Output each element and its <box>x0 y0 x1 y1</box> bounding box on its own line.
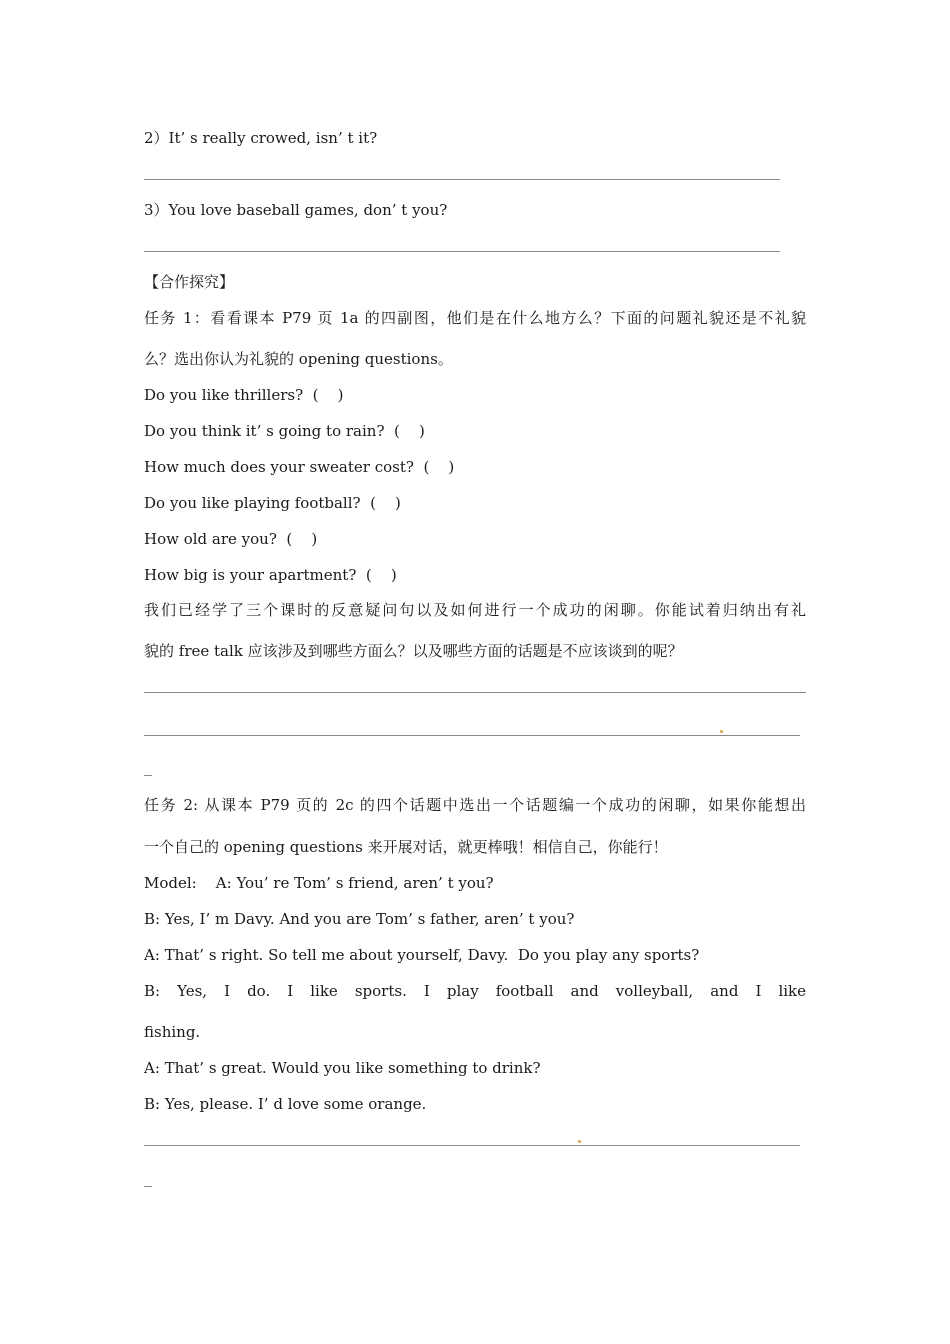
option-football: Do you like playing football? ( ) <box>144 494 401 512</box>
model-dialogue-line2: B: Yes, I’ m Davy. And you are Tom’ s father, aren’ t you? <box>144 910 575 928</box>
model-dialogue-line6: A: That’ s great. Would you like something to drink? <box>144 1059 541 1077</box>
summary-question-line2: 貌的 free talk 应该涉及到哪些方面么？以及哪些方面的话题是不应该谈到的呢？ <box>144 642 683 660</box>
model-dialogue-line7: B: Yes, please. I’ d love some orange. <box>144 1095 427 1113</box>
answer-line-summary-1[interactable] <box>144 692 806 693</box>
answer-line-dialogue-stub[interactable] <box>144 1186 152 1187</box>
section-title: 【合作探究】 <box>144 273 235 291</box>
answer-line-q2[interactable] <box>144 179 780 180</box>
answer-line-summary-2[interactable] <box>144 735 800 736</box>
task2-instruction-line2: 一个自己的 opening questions 来开展对话，就更棒哦！相信自己，你能行！ <box>144 838 668 856</box>
model-dialogue-line5: fishing. <box>144 1023 201 1041</box>
summary-question-line1: 我们已经学了三个课时的反意疑问句以及如何进行一个成功的闲聊。你能试着归纳出有礼 <box>144 601 806 619</box>
ink-dot <box>578 1140 581 1143</box>
option-age: How old are you? ( ) <box>144 530 318 548</box>
question-3: 3）You love baseball games, don’ t you? <box>144 201 448 219</box>
answer-line-summary-stub[interactable] <box>144 775 152 776</box>
answer-line-dialogue[interactable] <box>144 1145 800 1146</box>
option-rain: Do you think it’ s going to rain? ( ) <box>144 422 425 440</box>
model-dialogue-line3: A: That’ s right. So tell me about yourself, Davy. Do you play any sports? <box>144 946 700 964</box>
model-dialogue-line4: B: Yes, I do. I like sports. I play football and volleyball, and I like <box>144 982 806 1000</box>
model-dialogue-line1: Model: A: You’ re Tom’ s friend, aren’ t you? <box>144 874 494 892</box>
option-thrillers: Do you like thrillers? ( ) <box>144 386 344 404</box>
option-apartment: How big is your apartment? ( ) <box>144 566 397 584</box>
question-2: 2）It’ s really crowed, isn’ t it? <box>144 129 378 147</box>
ink-dot <box>720 730 723 733</box>
answer-line-q3[interactable] <box>144 251 780 252</box>
task2-instruction-line1: 任务 2: 从课本 P79 页的 2c 的四个话题中选出一个话题编一个成功的闲聊，如果你能想出 <box>144 796 806 814</box>
option-sweater-cost: How much does your sweater cost? ( ) <box>144 458 455 476</box>
task1-instruction-line1: 任务 1：看看课本 P79 页 1a 的四副图，他们是在什么地方么？下面的问题礼貌还是不礼貌 <box>144 309 806 327</box>
task1-instruction-line2: 么？选出你认为礼貌的 opening questions。 <box>144 350 453 368</box>
